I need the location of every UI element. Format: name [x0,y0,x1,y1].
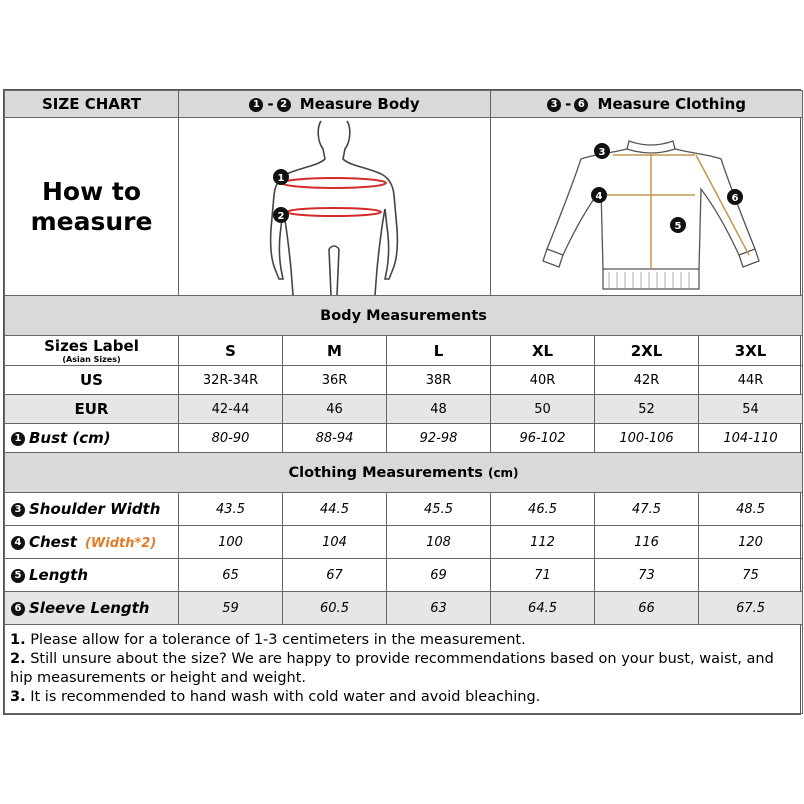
cell: 48.5 [699,493,803,526]
row-label-length: 5 Length [5,559,179,592]
table-row [5,526,803,559]
notes [5,625,803,714]
size-header: S [179,336,283,366]
cell: 42R [595,366,699,395]
cell: 108 [387,526,491,559]
cell: 104-110 [699,424,803,453]
size-header: M [283,336,387,366]
jacket-marker-3: 3 [598,146,606,158]
jacket-marker-5: 5 [674,220,682,232]
cell: 38R [387,366,491,395]
cell: 36R [283,366,387,395]
cell: 100-106 [595,424,699,453]
cell: 50 [491,395,595,424]
note-3: 3. It is recommended to hand wash with cold water and avoid bleaching. [10,689,541,705]
body-figure-cell [179,118,491,296]
cell: 46.5 [491,493,595,526]
row-label-chest: 4 Chest (Width*2) [5,526,179,559]
marker-1-icon: 1 [249,98,263,112]
body-figure-illustration [179,119,489,295]
cell: 32R-34R [179,366,283,395]
cell: 40R [491,366,595,395]
measure-body-header: 1 - 2 Measure Body [179,91,491,118]
width-note: (Width*2) [84,536,157,551]
cell: 43.5 [179,493,283,526]
marker-6-icon: 6 [574,98,588,112]
cell: 59 [179,592,283,625]
cell: 67 [283,559,387,592]
clothing-measurements-title: Clothing Measurements (cm) [5,453,803,493]
cell: 52 [595,395,699,424]
cell: 116 [595,526,699,559]
size-header: L [387,336,491,366]
jacket-figure-illustration [491,119,801,295]
cell: 46 [283,395,387,424]
cell: 63 [387,592,491,625]
jacket-marker-6: 6 [731,192,739,204]
cell: 104 [283,526,387,559]
how-to-measure: How to measure [5,118,179,296]
row-label-eur: EUR [5,395,179,424]
size-chart [3,89,801,715]
row-label-us: US [5,366,179,395]
cell: 92-98 [387,424,491,453]
marker-3-icon: 3 [547,98,561,112]
cell: 96-102 [491,424,595,453]
size-chart-table [4,90,803,714]
cell: 45.5 [387,493,491,526]
cell: 44R [699,366,803,395]
table-row [5,395,803,424]
marker-5-icon: 5 [11,569,25,583]
body-marker-2: 2 [277,210,285,222]
size-header: 3XL [699,336,803,366]
body-measurements-title: Body Measurements [5,296,803,336]
table-row [5,424,803,453]
cell: 42-44 [179,395,283,424]
sizes-label: Sizes Label (Asian Sizes) [5,336,179,366]
row-label-sleeve-length: 6 Sleeve Length [5,592,179,625]
size-chart-title: SIZE CHART [5,91,179,118]
marker-1-icon: 1 [11,432,25,446]
cell: 73 [595,559,699,592]
cell: 65 [179,559,283,592]
size-header: XL [491,336,595,366]
cell: 47.5 [595,493,699,526]
note-2: 2. Still unsure about the size? We are happy to provide recommendations based on your bust, waist, and hip measurements or height and weight. [10,651,774,686]
table-row [5,559,803,592]
cell: 64.5 [491,592,595,625]
cell: 120 [699,526,803,559]
size-header: 2XL [595,336,699,366]
marker-2-icon: 2 [277,98,291,112]
marker-4-icon: 4 [11,536,25,550]
cell: 60.5 [283,592,387,625]
measure-clothing-header: 3 - 6 Measure Clothing [491,91,803,118]
cell: 100 [179,526,283,559]
cell: 54 [699,395,803,424]
table-row [5,592,803,625]
cell: 88-94 [283,424,387,453]
body-marker-1: 1 [277,172,285,184]
cell: 48 [387,395,491,424]
table-row [5,366,803,395]
row-label-shoulder-width: 3 Shoulder Width [5,493,179,526]
jacket-figure-cell [491,118,803,296]
cell: 67.5 [699,592,803,625]
cell: 71 [491,559,595,592]
marker-3-icon: 3 [11,503,25,517]
note-1: 1. Please allow for a tolerance of 1-3 centimeters in the measurement. [10,632,526,648]
cell: 80-90 [179,424,283,453]
cell: 44.5 [283,493,387,526]
cell: 66 [595,592,699,625]
row-label-bust: 1 Bust (cm) [5,424,179,453]
marker-6-icon: 6 [11,602,25,616]
cell: 69 [387,559,491,592]
cell: 75 [699,559,803,592]
jacket-marker-4: 4 [595,190,603,202]
cell: 112 [491,526,595,559]
table-row [5,493,803,526]
